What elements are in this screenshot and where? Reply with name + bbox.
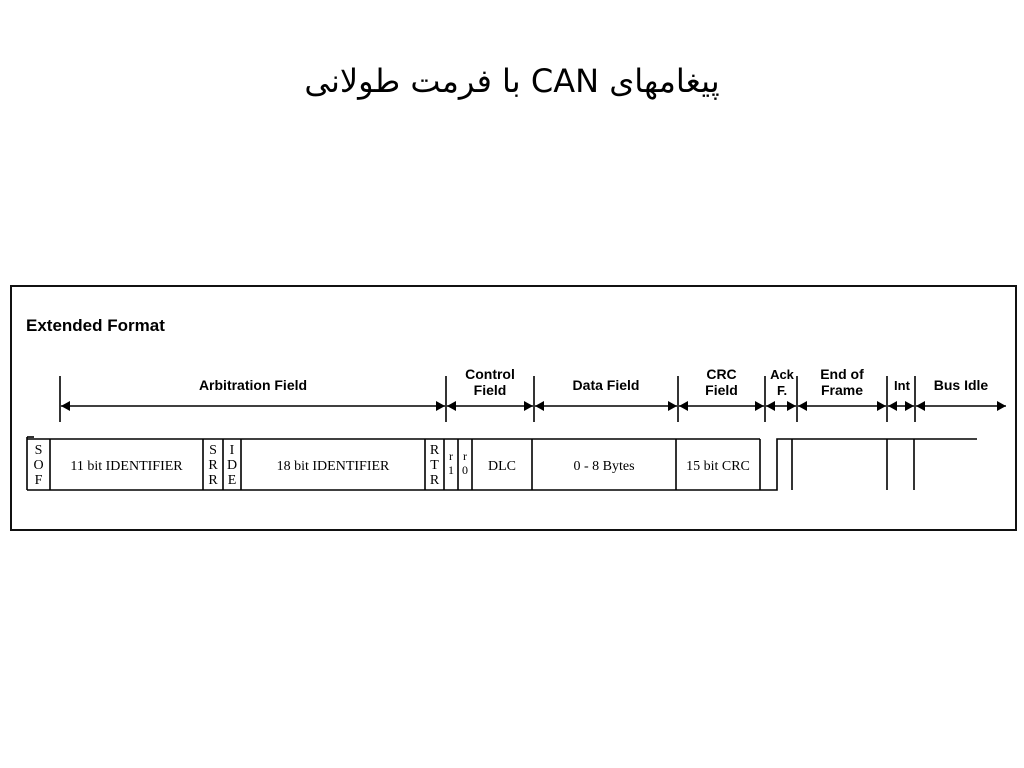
cell-label: T xyxy=(430,458,439,473)
field-label: End of xyxy=(820,366,864,382)
field-label: Arbitration Field xyxy=(198,377,308,393)
frame-cell xyxy=(430,443,440,488)
field-label: Field xyxy=(473,382,507,398)
cell-label: E xyxy=(227,473,237,488)
cell-label: DLC xyxy=(488,459,516,474)
frame-cell xyxy=(573,459,634,474)
cell-label: 18 bit IDENTIFIER xyxy=(276,459,390,474)
frame-cell xyxy=(70,459,183,474)
cell-label: 15 bit CRC xyxy=(686,459,750,474)
span-arrowhead xyxy=(524,401,533,411)
field-span xyxy=(535,377,677,411)
field-label: Field xyxy=(705,382,738,398)
cell-label: R xyxy=(208,458,218,473)
cell-label: R xyxy=(208,473,218,488)
span-arrowhead xyxy=(61,401,70,411)
span-arrowhead xyxy=(877,401,886,411)
can-extended-frame-diagram xyxy=(12,287,1015,529)
cell-label: 0 xyxy=(462,463,468,477)
field-span xyxy=(679,366,764,411)
field-label: Frame xyxy=(820,382,864,398)
frame-cell xyxy=(208,443,218,488)
span-arrowhead xyxy=(888,401,897,411)
field-label: Data Field xyxy=(572,377,640,393)
field-label: Bus Idle xyxy=(933,377,989,393)
frame-cell xyxy=(33,443,43,488)
span-arrowhead xyxy=(755,401,764,411)
span-arrowhead xyxy=(436,401,445,411)
cell-label: 0 - 8 Bytes xyxy=(573,459,635,474)
field-label: CRC xyxy=(706,366,737,382)
span-arrowhead xyxy=(905,401,914,411)
frame-cell xyxy=(227,443,237,488)
span-arrowhead xyxy=(447,401,456,411)
span-arrowhead xyxy=(997,401,1006,411)
frame-cell xyxy=(686,459,750,474)
cell-label: r xyxy=(449,449,453,463)
span-arrowhead xyxy=(766,401,775,411)
field-span xyxy=(766,367,796,411)
cell-label: R xyxy=(429,443,440,458)
cell-label: 1 xyxy=(448,463,454,477)
field-span xyxy=(798,366,886,411)
cell-label: S xyxy=(209,443,217,458)
cell-label: F xyxy=(34,473,43,488)
frame-cell xyxy=(488,459,516,474)
field-span xyxy=(916,377,1006,411)
frame-cell xyxy=(448,449,454,477)
span-arrowhead xyxy=(535,401,544,411)
field-span xyxy=(447,366,533,411)
field-label: Ack xyxy=(770,367,794,382)
frame-cell xyxy=(462,449,468,477)
field-label: F. xyxy=(776,383,788,398)
span-arrowhead xyxy=(668,401,677,411)
span-arrowhead xyxy=(798,401,807,411)
span-arrowhead xyxy=(916,401,925,411)
cell-label: R xyxy=(429,473,440,488)
field-label: Int xyxy=(894,378,910,393)
field-span xyxy=(61,377,445,411)
slide-title: پیغامهای CAN با فرمت طولانی xyxy=(304,62,720,100)
span-arrowhead xyxy=(679,401,688,411)
cell-label: D xyxy=(226,458,238,473)
frame-cell xyxy=(277,459,390,474)
cell-label: 11 bit IDENTIFIER xyxy=(70,459,183,474)
can-frame-figure xyxy=(10,285,1017,531)
cell-label: S xyxy=(34,443,43,458)
format-label: Extended Format xyxy=(26,316,165,335)
span-arrowhead xyxy=(787,401,796,411)
field-label: Control xyxy=(465,366,515,382)
field-span xyxy=(888,378,914,411)
cell-label: I xyxy=(229,443,235,458)
cell-label: r xyxy=(463,449,467,463)
cell-label: O xyxy=(33,458,44,473)
